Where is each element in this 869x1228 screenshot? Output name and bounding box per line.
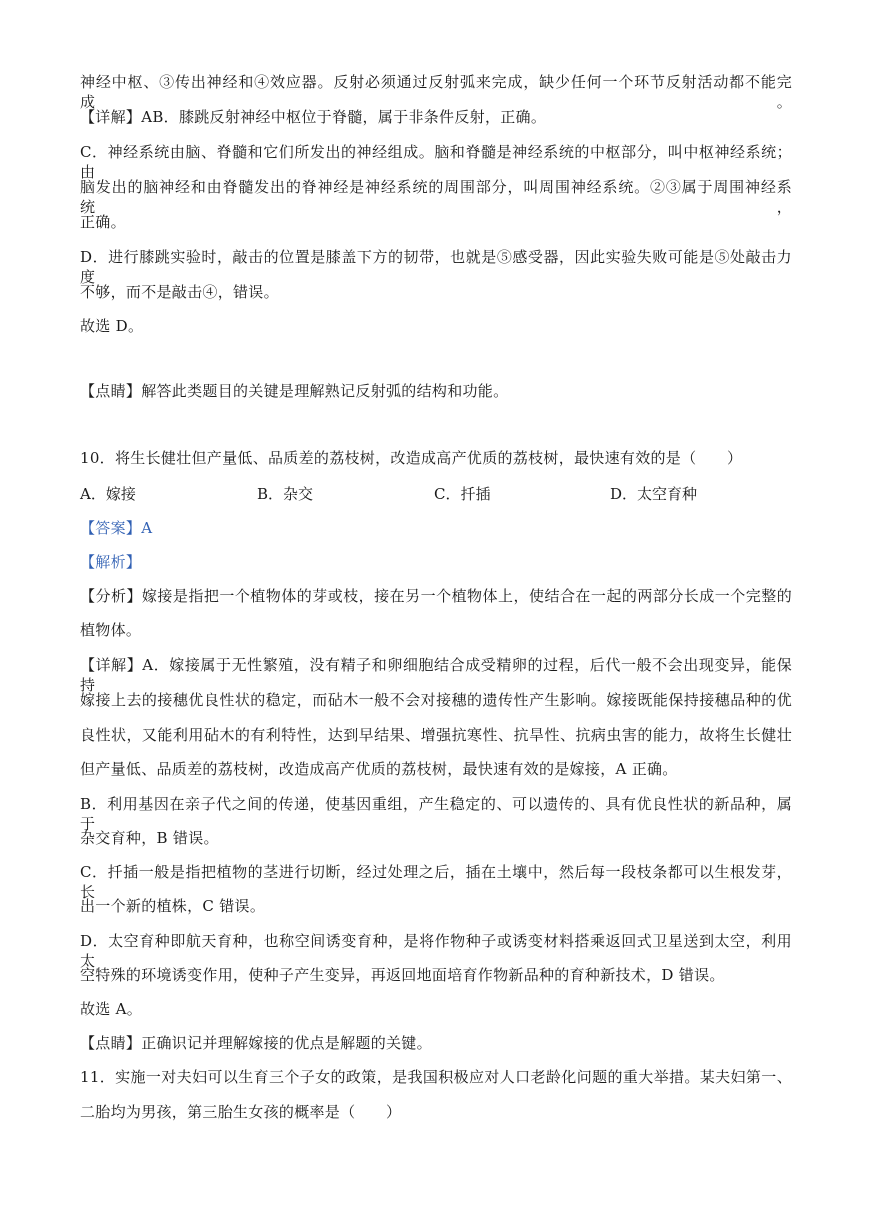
q10-detail-c-line1: C．扦插一般是指把植物的茎进行切断，经过处理之后，插在土壤中，然后每一段枝条都可以生根发芽，长 [80,863,792,901]
q9-detail-c-line3: 正确。 [80,213,126,231]
q9-analysis-line: 神经中枢、③传出神经和④效应器。反射必须通过反射弧来完成，缺少任何一个环节反射活动都不能完成。 [80,73,792,111]
q9-choose: 故选 D。 [80,317,144,335]
q10-detail-d-line1: D．太空育种即航天育种，也称空间诱变育种，是将作物种子或诱变材料搭乘返回式卫星送到太空，利用太 [80,932,792,970]
q9-detail-d-line1: D．进行膝跳实验时，敲击的位置是膝盖下方的韧带，也就是⑤感受器，因此实验失败可能是⑤处敲击力度 [80,248,792,286]
q10-comment: 【点睛】正确识记并理解嫁接的优点是解题的关键。 [80,1034,432,1052]
q10-detail-b-line2: 杂交育种，B 错误。 [80,829,219,847]
q10-choose: 故选 A。 [80,1000,143,1018]
q10-detail-d-line2: 空特殊的环境诱变作用，使种子产生变异，再返回地面培育作物新品种的育种新技术，D 错误。 [80,966,725,984]
q10-analysis-label: 【解析】 [80,553,142,571]
q10-answer: 【答案】A [80,519,153,537]
q10-fenxi-line1: 【分析】嫁接是指把一个植物体的芽或枝，接在另一个植物体上，使结合在一起的两部分长成一个完整的 [80,587,792,605]
q10-detail-a-line4: 但产量低、品质差的荔枝树，改造成高产优质的荔枝树，最快速有效的是嫁接，A 正确。 [80,760,678,778]
q10-detail-a-line3: 良性状，又能利用砧木的有利特性，达到早结果、增强抗寒性、抗旱性、抗病虫害的能力，故将生长健壮 [80,726,792,744]
q10-stem: 10．将生长健壮但产量低、品质差的荔枝树，改造成高产优质的荔枝树，最快速有效的是（ ） [80,449,743,467]
q9-detail-c-line1: C．神经系统由脑、脊髓和它们所发出的神经组成。脑和脊髓是神经系统的中枢部分，叫中枢神经系统；由 [80,143,792,181]
q10-detail-b-line1: B．利用基因在亲子代之间的传递，使基因重组，产生稳定的、可以遗传的、具有优良性状的新品种，属于 [80,795,792,833]
q9-detail-c-line2: 脑发出的脑神经和由脊髓发出的脊神经是神经系统的周围部分，叫周围神经系统。②③属于周围神经系统， [80,178,792,216]
q10-detail-c-line2: 出一个新的植株，C 错误。 [80,897,266,915]
q10-option-c: C．扦插 [434,485,491,503]
q10-detail-a-line1: 【详解】A．嫁接属于无性繁殖，没有精子和卵细胞结合成受精卵的过程，后代一般不会出现变异，能保持 [80,656,792,694]
q9-detail-ab: 【详解】AB．膝跳反射神经中枢位于脊髓，属于非条件反射，正确。 [80,108,547,126]
q10-option-a: A．嫁接 [80,485,136,503]
q10-detail-a-line2: 嫁接上去的接穗优良性状的稳定，而砧木一般不会对接穗的遗传性产生影响。嫁接既能保持接穗品种的优 [80,691,792,709]
q11-stem-line1: 11．实施一对夫妇可以生育三个子女的政策，是我国积极应对人口老龄化问题的重大举措。某夫妇第一、 [80,1068,792,1086]
q11-stem-line2: 二胎均为男孩，第三胎生女孩的概率是（ ） [80,1103,402,1121]
q10-option-b: B．杂交 [257,485,314,503]
q10-fenxi-line2: 植物体。 [80,621,142,639]
q10-option-d: D．太空育种 [610,485,698,503]
q9-comment: 【点睛】解答此类题目的关键是理解熟记反射弧的结构和功能。 [80,382,509,400]
q9-detail-d-line2: 不够，而不是敲击④，错误。 [80,283,279,301]
